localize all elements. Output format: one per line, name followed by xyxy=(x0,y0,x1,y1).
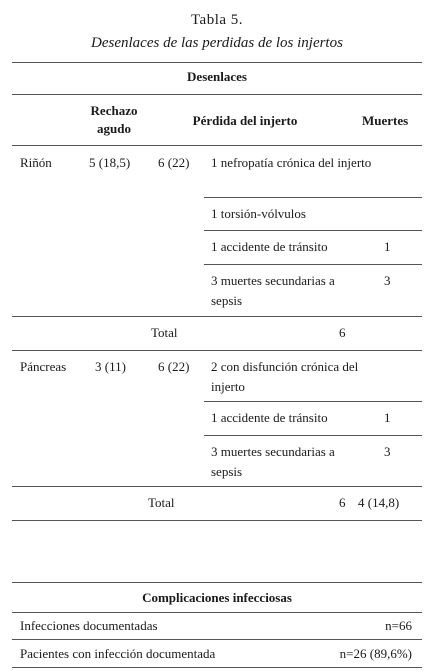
table1-bottom-rule xyxy=(12,520,422,521)
rinon-rechazo: 5 (18,5) xyxy=(89,155,131,170)
table2-row-2-value: n=26 (89,6%) xyxy=(339,646,412,661)
pancreas-cause-1: 2 con disfunción crónica del injerto xyxy=(211,359,359,394)
table2-top-rule xyxy=(12,582,422,583)
row-label-rinon: Riñón xyxy=(20,155,52,170)
table-title: Desenlaces de las perdidas de los injertos xyxy=(91,35,343,51)
pancreas-cause-rule-1 xyxy=(204,401,422,402)
col-header-muertes: Muertes xyxy=(362,113,409,128)
rinon-total-perdida: 6 xyxy=(339,325,346,340)
pancreas-total-perdida: 6 xyxy=(339,495,346,510)
group-header-desenlaces: Desenlaces xyxy=(187,69,247,84)
table2-header: Complicaciones infecciosas xyxy=(142,590,292,605)
pancreas-rechazo: 3 (11) xyxy=(95,359,126,374)
col-header-rechazo: Rechazo agudo xyxy=(90,103,138,136)
pancreas-total-label: Total xyxy=(148,495,175,510)
rinon-cause-2: 1 torsión-vólvulos xyxy=(211,206,306,221)
pancreas-cause-rule-2 xyxy=(204,435,422,436)
table2-header-rule xyxy=(12,612,422,613)
pancreas-perdida: 6 (22) xyxy=(158,359,190,374)
rinon-cause-1: 1 nefropatía crónica del injerto xyxy=(211,155,372,170)
pancreas-section-rule xyxy=(12,486,422,487)
col-header-perdida: Pérdida del injerto xyxy=(192,113,298,128)
pancreas-cause-3: 3 muertes secundarias a sepsis xyxy=(211,444,335,479)
rinon-cause-3: 1 accidente de tránsito xyxy=(211,239,328,254)
pancreas-muertes-3: 3 xyxy=(384,444,391,459)
rinon-perdida: 6 (22) xyxy=(158,155,190,170)
rinon-cause-4: 3 muertes secundarias a sepsis xyxy=(211,273,335,308)
rinon-cause-rule-3 xyxy=(204,264,422,265)
rinon-total-label: Total xyxy=(151,325,178,340)
table2-row-1-value: n=66 xyxy=(385,618,412,633)
rinon-cause-rule-2 xyxy=(204,230,422,231)
pancreas-muertes-2: 1 xyxy=(384,410,391,425)
pancreas-cause-2: 1 accidente de tránsito xyxy=(211,410,328,425)
rinon-section-rule xyxy=(12,316,422,317)
rinon-total-rule xyxy=(12,350,422,351)
table2-bottom-rule xyxy=(12,667,422,668)
rinon-muertes-3: 1 xyxy=(384,239,391,254)
table2-row-1-label: Infecciones documentadas xyxy=(20,618,158,633)
table-label: Tabla 5. xyxy=(190,12,244,28)
pancreas-total-muertes: 4 (14,8) xyxy=(358,495,400,510)
col-header-rule xyxy=(12,145,422,146)
table1-top-rule xyxy=(12,62,422,63)
group-header-rule xyxy=(12,94,422,95)
rinon-cause-rule-1 xyxy=(204,197,422,198)
table2-row-2-label: Pacientes con infección documentada xyxy=(20,646,216,661)
rinon-muertes-4: 3 xyxy=(384,273,391,288)
row-label-pancreas: Páncreas xyxy=(20,359,67,374)
table2-row-rule xyxy=(12,639,422,640)
